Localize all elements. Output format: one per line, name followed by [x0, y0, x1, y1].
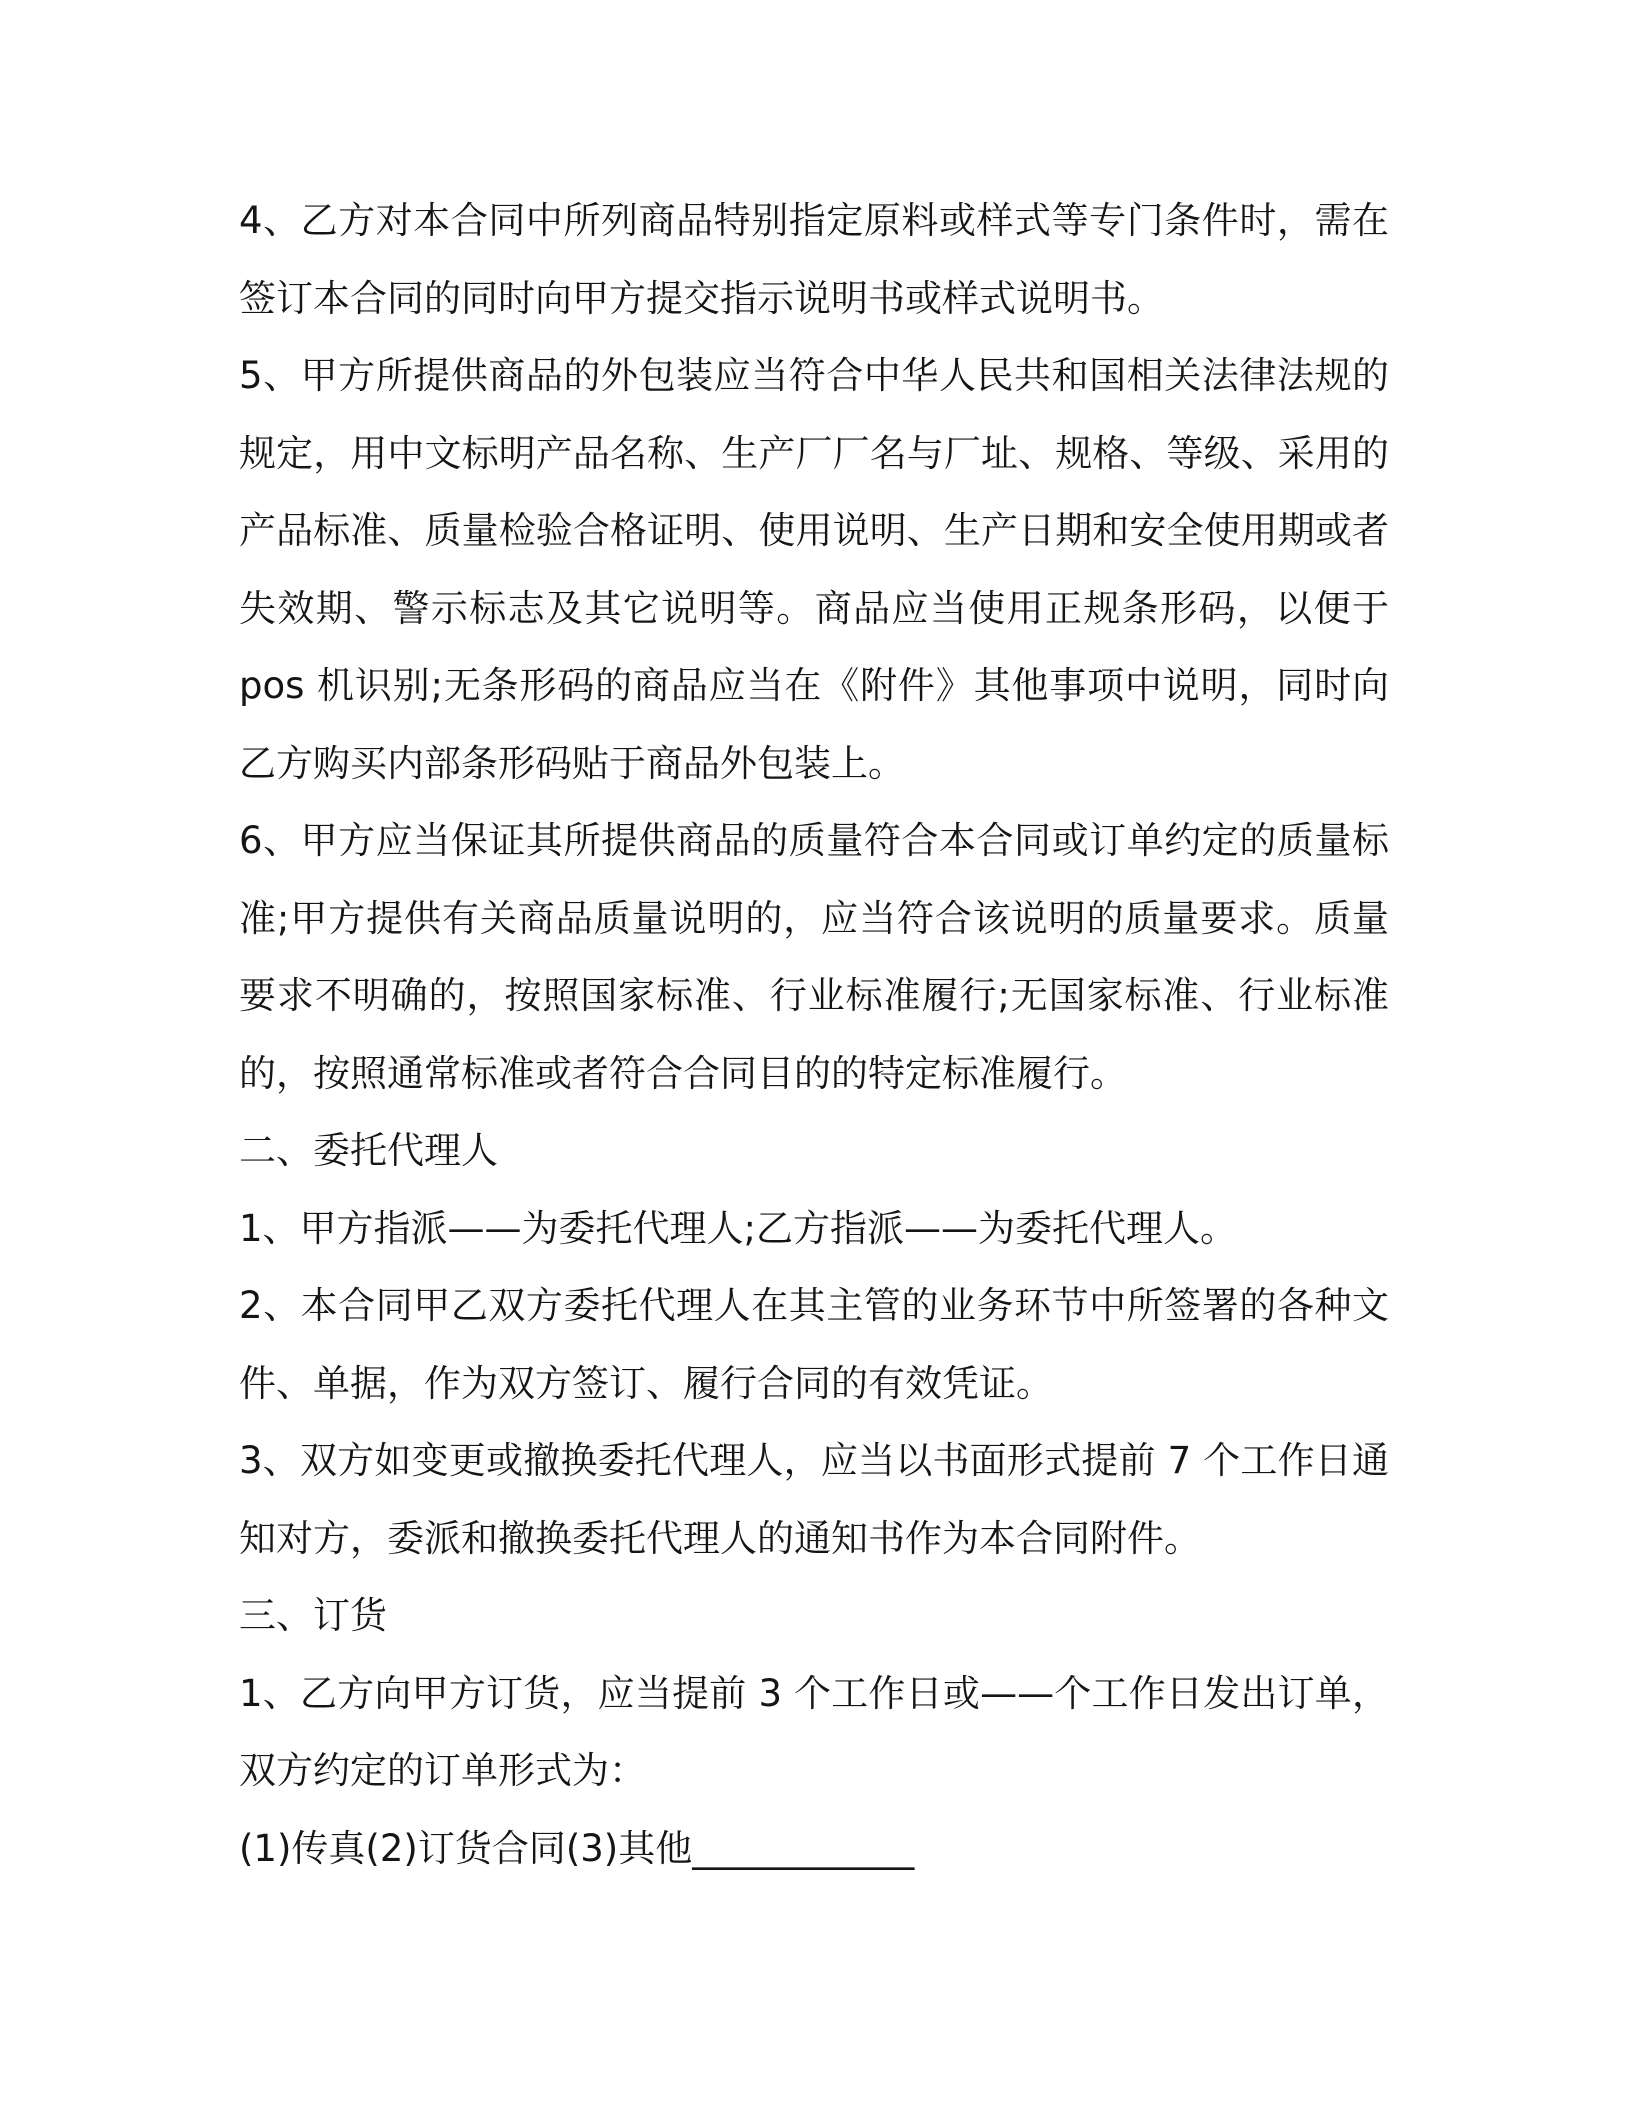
document-page	[239, 182, 1389, 1887]
order-clause-1-advance-order: 1、乙方向甲方订货，应当提前 3 个工作日或——个工作日发出订单，双方约定的订单形式为：	[239, 1671, 1389, 1792]
section-heading-ordering: 三、订货	[239, 1594, 387, 1637]
section-heading-agents: 二、委托代理人	[239, 1129, 498, 1172]
clause-4-special-conditions: 4、乙方对本合同中所列商品特别指定原料或样式等专门条件时，需在签订本合同的同时向甲方提交指示说明书或样式说明书。	[239, 199, 1389, 320]
clause-6-quality-standards: 6、甲方应当保证其所提供商品的质量符合本合同或订单约定的质量标准;甲方提供有关商品质量说明的，应当符合该说明的质量要求。质量要求不明确的，按照国家标准、行业标准履行;无国家标准、行业标准的，按照通常标准或者符合合同目的的特定标准履行。	[239, 819, 1389, 1095]
clause-5-packaging-requirements: 5、甲方所提供商品的外包装应当符合中华人民共和国相关法律法规的规定，用中文标明产品名称、生产厂厂名与厂址、规格、等级、采用的产品标准、质量检验合格证明、使用说明、生产日期和安全使用期或者失效期、警示标志及其它说明等。商品应当使用正规条形码，以便于 pos 机识别;无条形码的商品应当在《附件》其他事项中说明，同时向乙方购买内部条形码贴于商品外包装上。	[239, 354, 1389, 785]
agent-clause-3-change-notice: 3、双方如变更或撤换委托代理人，应当以书面形式提前 7 个工作日通知对方，委派和撤换委托代理人的通知书作为本合同附件。	[239, 1439, 1389, 1560]
agent-clause-2-signed-documents: 2、本合同甲乙双方委托代理人在其主管的业务环节中所签署的各种文件、单据，作为双方签订、履行合同的有效凭证。	[239, 1284, 1389, 1405]
agent-clause-1-appointment: 1、甲方指派——为委托代理人;乙方指派——为委托代理人。	[239, 1206, 1238, 1250]
order-form-options: (1)传真(2)订货合同(3)其他____________	[239, 1826, 915, 1870]
